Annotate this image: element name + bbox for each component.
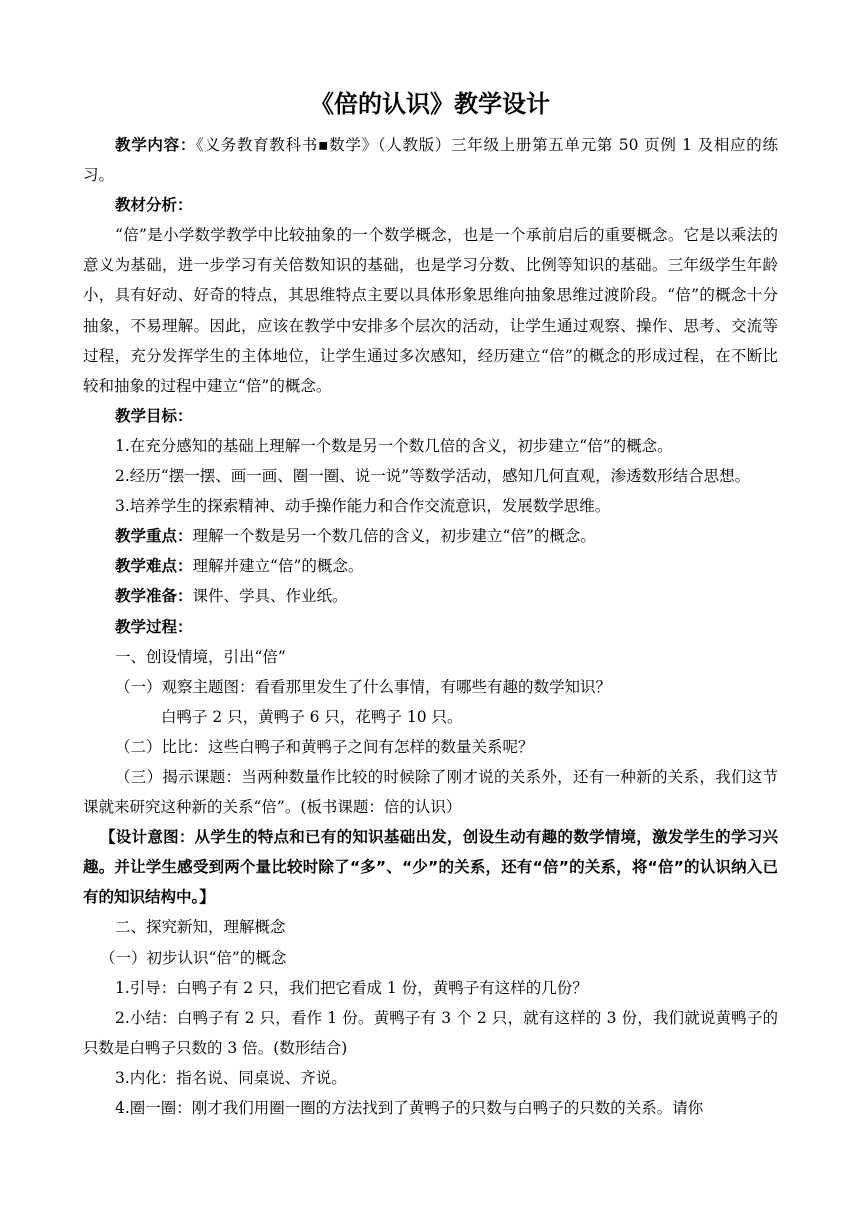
teaching-content	[83, 130, 778, 190]
teaching-goals-heading	[83, 401, 778, 431]
section1-paragraph: （二）比比：这些白鸭子和黄鸭子之间有怎样的数量关系呢？	[115, 737, 534, 756]
design-intent: 【设计意图：从学生的特点和已有的知识基础出发，创设生动有趣的数学情境，激发学生的学习兴趣。并让学生感受到两个量比较时除了“多”、“少”的关系，还有“倍”的关系，将“倍”的认识纳入已有的知识结构中。】	[83, 828, 778, 907]
key-point-label: 教学重点：	[115, 527, 193, 546]
teaching-content-text: 《义务教育教科书▪数学》（人教版）三年级上册第五单元第 50 页例 1 及相应的练习。	[83, 136, 778, 185]
teaching-content-label: 教学内容：	[115, 136, 197, 154]
difficulty-label: 教学难点：	[115, 557, 193, 576]
section1-sub-paragraph: 白鸭子 2 只，黄鸭子 6 只，花鸭子 10 只。	[161, 707, 463, 726]
section2-item: 2.小结：白鸭子有 2 只，看作 1 份。黄鸭子有 3 个 2 只，就有这样的 3 份，我们就说黄鸭子的只数是白鸭子只数的 3 倍。(数形结合)	[83, 1008, 778, 1057]
document-body	[83, 130, 778, 1123]
preparation-label: 教学准备：	[115, 587, 193, 606]
preparation	[83, 581, 778, 611]
teaching-goal-item: 1.在充分感知的基础上理解一个数是另一个数几倍的含义，初步建立“倍”的概念。	[115, 436, 673, 455]
section1-paragraph: （三）揭示课题：当两种数量作比较的时候除了刚才说的关系外，还有一种新的关系，我们这节课就来研究这种新的关系“倍”。(板书课题：倍的认识）	[83, 767, 778, 817]
section2-item: 1.引导：白鸭子有 2 只，我们把它看成 1 份，黄鸭子有这样的几份？	[115, 978, 588, 997]
section1-paragraph: （一）观察主题图：看看那里发生了什么事情，有哪些有趣的数学知识？	[115, 677, 612, 696]
section2-item: 3.内化：指名说、同桌说、齐说。	[115, 1068, 347, 1087]
section2-subheading: （一）初步认识“倍”的概念	[100, 948, 287, 967]
process-label: 教学过程：	[115, 617, 193, 636]
process-heading	[83, 612, 778, 642]
material-analysis-text: “倍”是小学数学教学中比较抽象的一个数学概念，也是一个承前启后的重要概念。它是以乘法的意义为基础，进一步学习有关倍数知识的基础，也是学习分数、比例等知识的基础。三年级学生年龄小，具有好动、好奇的特点，其思维特点主要以具体形象思维向抽象思维过渡阶段。“倍”的概念十分抽象，不易理解。因此，应该在教学中安排多个层次的活动，让学生通过观察、操作、思考、交流等过程，充分发挥学生的主体地位，让学生通过多次感知，经历建立“倍”的概念的形成过程，在不断比较和抽象的过程中建立“倍”的概念。	[83, 226, 778, 395]
key-point-text: 理解一个数是另一个数几倍的含义，初步建立“倍”的概念。	[192, 527, 596, 546]
preparation-text: 课件、学具、作业纸。	[192, 587, 348, 606]
section2-item: 4.圈一圈：刚才我们用圈一圈的方法找到了黄鸭子的只数与白鸭子的只数的关系。请你	[115, 1099, 704, 1117]
teaching-goals-label: 教学目标：	[115, 406, 193, 425]
section1-heading: 一、创设情境，引出“倍”	[115, 647, 286, 666]
teaching-goal-item: 2.经历“摆一摆、画一画、圈一圈、说一说”等数学活动，感知几何直观，渗透数形结合思想。	[115, 467, 751, 486]
difficulty-text: 理解并建立“倍”的概念。	[192, 557, 364, 576]
section2-heading: 二、探究新知，理解概念	[115, 918, 286, 937]
material-analysis-label: 教材分析：	[115, 196, 193, 215]
material-analysis-heading	[83, 190, 778, 220]
document-title: 《倍的认识》教学设计	[310, 90, 550, 118]
key-point	[83, 521, 778, 551]
teaching-goal-item: 3.培养学生的探索精神、动手操作能力和合作交流意识，发展数学思维。	[115, 497, 611, 516]
difficulty	[83, 551, 778, 581]
